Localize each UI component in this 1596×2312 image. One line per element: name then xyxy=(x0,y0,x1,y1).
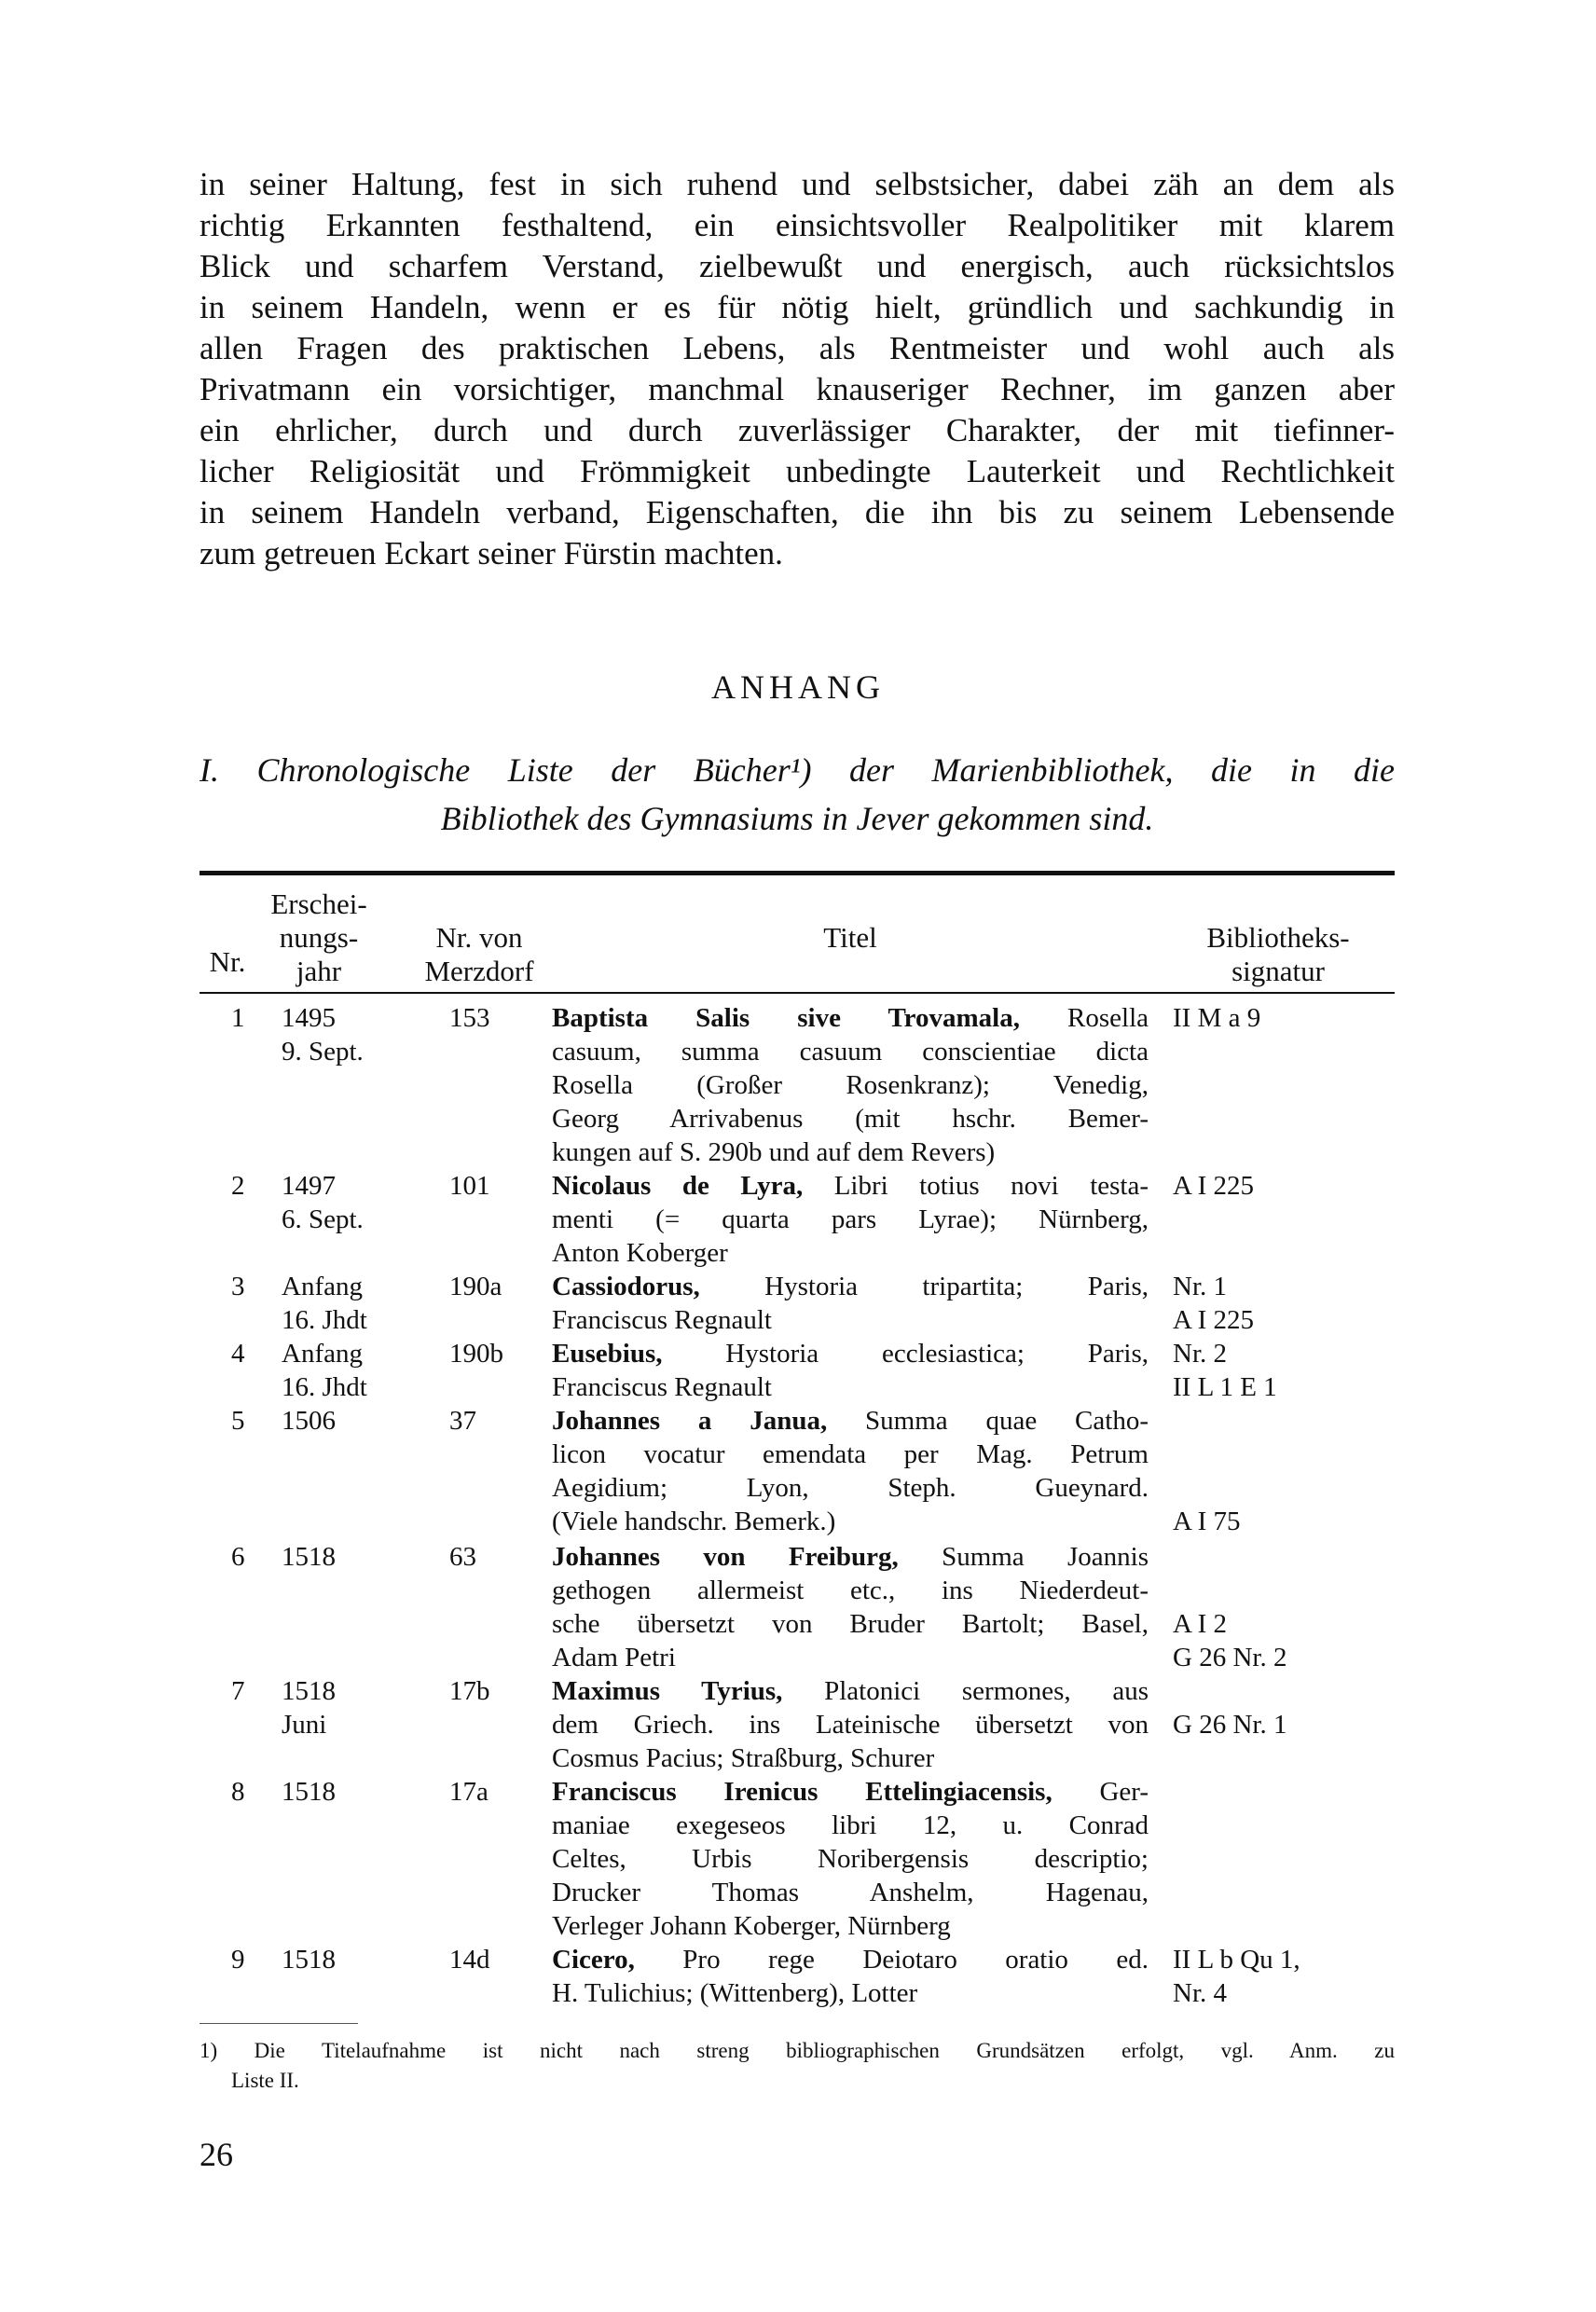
body-line: zum getreuen Eckart seiner Fürstin machten. xyxy=(200,535,783,571)
cell-signatur-line: A I 75 xyxy=(1173,1507,1241,1536)
cell-merzdorf: 17a xyxy=(449,1777,488,1807)
header-year-line: Erschei- xyxy=(270,888,367,920)
cell-year xyxy=(282,1775,336,1809)
cell-year xyxy=(282,1943,336,1976)
cell-year xyxy=(282,1337,367,1404)
cell-merzdorf: 153 xyxy=(449,1003,490,1033)
header-titel: Titel xyxy=(823,921,877,954)
title-text: Ger- xyxy=(1099,1777,1149,1807)
cell-title-line: menti (= quarta pars Lyrae); Nürnberg, xyxy=(552,1204,1149,1234)
cell-title-line: sche übersetzt von Bruder Bartolt; Basel, xyxy=(552,1609,1149,1639)
cell-merzdorf: 37 xyxy=(449,1406,476,1436)
cell-title-line xyxy=(552,1404,1149,1438)
body-line: ein ehrlicher, durch und durch zuverlässiger Charakter, der mit tiefinner- xyxy=(200,412,1395,448)
author-name: Johannes a Janua, xyxy=(552,1406,828,1436)
cell-nr: 9 xyxy=(231,1945,245,1975)
cell-title-line: Celtes, Urbis Noribergensis descriptio; xyxy=(552,1844,1149,1874)
cell-year xyxy=(282,1001,364,1068)
cell-merzdorf: 190a xyxy=(449,1272,502,1301)
title-text: Pro rege Deiotaro oratio ed. xyxy=(682,1945,1149,1975)
cell-year-line: 1506 xyxy=(282,1406,336,1436)
cell-signatur xyxy=(1173,1169,1254,1203)
cell-year-line: 1518 xyxy=(282,1676,336,1706)
cell-signatur xyxy=(1173,1337,1277,1404)
author-name: Eusebius, xyxy=(552,1339,663,1369)
cell-merzdorf: 101 xyxy=(449,1171,490,1201)
cell-title-line: Cosmus Pacius; Straßburg, Schurer xyxy=(552,1743,935,1773)
cell-merzdorf: 17b xyxy=(449,1676,490,1706)
body-line: in seinem Handeln verband, Eigenschaften, die ihn bis zu seinem Lebensende xyxy=(200,494,1395,530)
cell-nr: 4 xyxy=(231,1339,245,1369)
header-signatur xyxy=(1162,921,1395,988)
cell-year-line: Anfang xyxy=(282,1339,363,1369)
list-title xyxy=(200,746,1395,843)
cell-title-line xyxy=(552,1337,1149,1370)
title-text: Summa Joannis xyxy=(942,1542,1149,1572)
table-top-rule xyxy=(200,871,1395,875)
cell-title-line: Franciscus Regnault xyxy=(552,1305,772,1335)
cell-signatur-line: II M a 9 xyxy=(1173,1003,1261,1033)
cell-title-line: kungen auf S. 290b und auf dem Revers) xyxy=(552,1137,996,1167)
cell-year-line: 1518 xyxy=(282,1945,336,1975)
cell-title-line: Rosella (Großer Rosenkranz); Venedig, xyxy=(552,1070,1149,1100)
cell-title xyxy=(552,1337,1149,1404)
title-text: Summa quae Catho- xyxy=(865,1406,1149,1436)
cell-year-line: 1518 xyxy=(282,1777,336,1807)
title-text: Rosella xyxy=(1067,1003,1149,1033)
cell-signatur-line: Nr. 4 xyxy=(1173,1978,1227,2008)
cell-title-line: H. Tulichius; (Wittenberg), Lotter xyxy=(552,1978,918,2008)
cell-nr: 8 xyxy=(231,1777,245,1807)
cell-year xyxy=(282,1540,336,1574)
cell-title xyxy=(552,1169,1149,1270)
cell-signatur-line: II L b Qu 1, xyxy=(1173,1945,1300,1975)
author-name: Nicolaus de Lyra, xyxy=(552,1171,804,1201)
author-name: Maximus Tyrius, xyxy=(552,1676,783,1706)
body-line: in seinem Handeln, wenn er es für nötig hielt, gründlich und sachkundig in xyxy=(200,289,1395,325)
author-name: Franciscus Irenicus Ettelingiacensis, xyxy=(552,1777,1053,1807)
cell-signatur-line: A I 225 xyxy=(1173,1305,1254,1335)
cell-title xyxy=(552,1943,1149,2010)
cell-signatur-line: Nr. 1 xyxy=(1173,1272,1227,1301)
section-heading: ANHANG xyxy=(711,668,885,706)
author-name: Cassiodorus, xyxy=(552,1272,700,1301)
cell-title-line: Aegidium; Lyon, Steph. Gueynard. xyxy=(552,1473,1149,1503)
cell-title-line xyxy=(552,1169,1149,1203)
cell-title xyxy=(552,1540,1149,1674)
author-name: Cicero, xyxy=(552,1945,635,1975)
cell-title-line xyxy=(552,1775,1149,1809)
body-line: richtig Erkannten festhaltend, ein einsichtsvoller Realpolitiker mit klarem xyxy=(200,207,1395,243)
cell-title-line xyxy=(552,1674,1149,1708)
cell-title-line: Franciscus Regnault xyxy=(552,1372,772,1402)
cell-title-line xyxy=(552,1001,1149,1035)
page-number: 26 xyxy=(200,2136,233,2173)
cell-title-line xyxy=(552,1943,1149,1976)
cell-merzdorf: 190b xyxy=(449,1339,503,1369)
cell-title-line xyxy=(552,1270,1149,1303)
cell-title-line: casuum, summa casuum conscientiae dicta xyxy=(552,1037,1149,1067)
cell-year-line: 1518 xyxy=(282,1542,336,1572)
header-merzdorf xyxy=(405,921,554,988)
list-title-line: I. Chronologische Liste der Bücher¹) der Marienbibliothek, die in die xyxy=(200,751,1395,789)
cell-merzdorf: 14d xyxy=(449,1945,490,1975)
cell-signatur xyxy=(1173,1607,1286,1674)
header-merzdorf-line: Merzdorf xyxy=(424,955,534,987)
cell-year xyxy=(282,1169,364,1236)
cell-signatur-line: Nr. 2 xyxy=(1173,1339,1227,1369)
author-name: Johannes von Freiburg, xyxy=(552,1542,899,1572)
cell-title xyxy=(552,1775,1149,1943)
body-line: Privatmann ein vorsichtiger, manchmal knauseriger Rechner, im ganzen aber xyxy=(200,371,1395,407)
cell-signatur xyxy=(1173,1708,1286,1741)
cell-title-line: Georg Arrivabenus (mit hschr. Bemer- xyxy=(552,1104,1149,1134)
cell-year-line: 16. Jhdt xyxy=(282,1305,367,1335)
cell-year xyxy=(282,1404,336,1438)
cell-nr: 6 xyxy=(231,1542,245,1572)
list-title-line: Bibliothek des Gymnasiums in Jever gekommen sind. xyxy=(440,800,1154,837)
cell-signatur xyxy=(1173,1505,1241,1538)
header-year-line: jahr xyxy=(296,955,342,987)
header-signatur-line: Bibliotheks- xyxy=(1206,921,1350,954)
author-name: Baptista Salis sive Trovamala, xyxy=(552,1003,1020,1033)
body-line: licher Religiosität und Frömmigkeit unbedingte Lauterkeit und Rechtlichkeit xyxy=(200,453,1395,489)
cell-title-line: maniae exegeseos libri 12, u. Conrad xyxy=(552,1810,1149,1840)
cell-signatur xyxy=(1173,1001,1260,1035)
cell-title-line: (Viele handschr. Bemerk.) xyxy=(552,1507,836,1536)
cell-year xyxy=(282,1674,336,1741)
cell-signatur-line: G 26 Nr. 2 xyxy=(1173,1643,1287,1672)
body-line: allen Fragen des praktischen Lebens, als Rentmeister und wohl auch als xyxy=(200,330,1395,366)
cell-title-line: Anton Koberger xyxy=(552,1238,728,1268)
title-text: Libri totius novi testa- xyxy=(833,1171,1149,1201)
cell-nr: 7 xyxy=(231,1676,245,1706)
cell-title-line xyxy=(552,1540,1149,1574)
cell-signatur xyxy=(1173,1943,1300,2010)
cell-year-line: 1495 xyxy=(282,1003,336,1033)
body-paragraph xyxy=(200,164,1395,574)
cell-title xyxy=(552,1270,1149,1337)
cell-title-line: Drucker Thomas Anshelm, Hagenau, xyxy=(552,1878,1149,1907)
footnote-line: 1) Die Titelaufnahme ist nicht nach streng bibliographischen Grundsätzen erfolgt, vgl. Anm. zu xyxy=(200,2039,1395,2062)
cell-year xyxy=(282,1270,367,1337)
cell-title xyxy=(552,1001,1149,1169)
footnote-rule xyxy=(200,2023,358,2024)
header-merzdorf-line: Nr. von xyxy=(435,921,523,954)
header-nr: Nr. xyxy=(209,945,246,978)
cell-nr: 2 xyxy=(231,1171,245,1201)
cell-signatur xyxy=(1173,1270,1254,1337)
cell-signatur-line: G 26 Nr. 1 xyxy=(1173,1710,1287,1740)
cell-title-line: Verleger Johann Koberger, Nürnberg xyxy=(552,1911,951,1941)
title-text: Hystoria tripartita; Paris, xyxy=(764,1272,1149,1301)
body-line: Blick und scharfem Verstand, zielbewußt und energisch, auch rücksichtslos xyxy=(200,248,1395,284)
cell-nr: 5 xyxy=(231,1406,245,1436)
header-year-line: nungs- xyxy=(279,921,359,954)
title-text: Hystoria ecclesiastica; Paris, xyxy=(725,1339,1149,1369)
cell-signatur-line: II L 1 E 1 xyxy=(1173,1372,1277,1402)
cell-title xyxy=(552,1404,1149,1538)
cell-merzdorf: 63 xyxy=(449,1542,476,1572)
footnote xyxy=(200,2036,1395,2096)
cell-year-line: 9. Sept. xyxy=(282,1037,364,1067)
title-text: Platonici sermones, aus xyxy=(824,1676,1149,1706)
cell-title-line: dem Griech. ins Lateinische übersetzt von xyxy=(552,1710,1149,1740)
cell-year-line: Juni xyxy=(282,1710,327,1740)
cell-signatur-line: A I 225 xyxy=(1173,1171,1254,1201)
cell-year-line: Anfang xyxy=(282,1272,363,1301)
cell-nr: 1 xyxy=(231,1003,245,1033)
cell-year-line: 16. Jhdt xyxy=(282,1372,367,1402)
cell-title xyxy=(552,1674,1149,1775)
cell-title-line: gethogen allermeist etc., ins Niederdeut- xyxy=(552,1576,1149,1605)
cell-title-line: Adam Petri xyxy=(552,1643,676,1672)
header-signatur-line: signatur xyxy=(1231,955,1325,987)
body-line: in seiner Haltung, fest in sich ruhend und selbstsicher, dabei zäh an dem als xyxy=(200,166,1395,202)
cell-signatur-line: A I 2 xyxy=(1173,1609,1227,1639)
footnote-line: Liste II. xyxy=(231,2069,299,2092)
cell-year-line: 1497 xyxy=(282,1171,336,1201)
cell-year-line: 6. Sept. xyxy=(282,1204,364,1234)
cell-title-line: licon vocatur emendata per Mag. Petrum xyxy=(552,1439,1149,1469)
header-year xyxy=(254,888,384,988)
cell-nr: 3 xyxy=(231,1272,245,1301)
table-header-rule xyxy=(200,992,1395,994)
